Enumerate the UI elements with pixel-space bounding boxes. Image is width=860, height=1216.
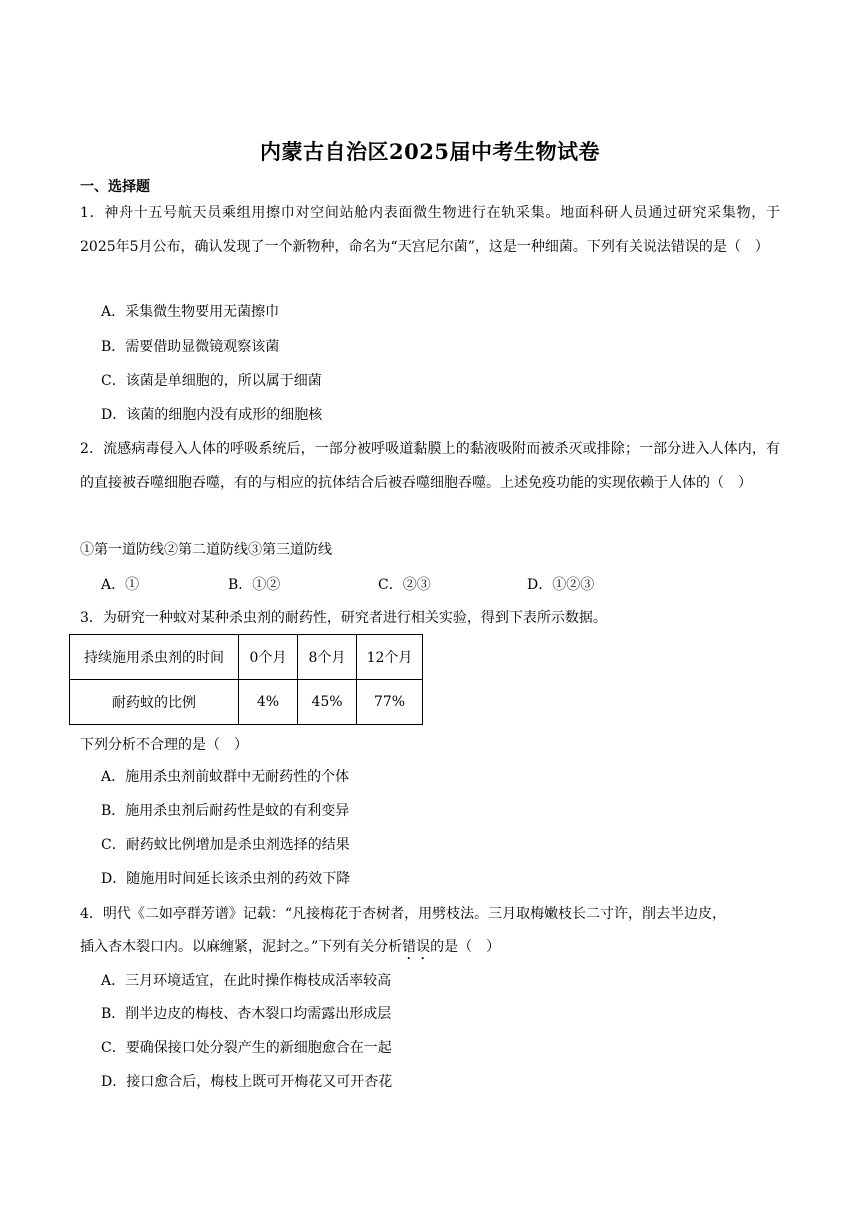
table-header-cell: 12个月 xyxy=(357,635,423,680)
question-3-stem: 3．为研究一种蚊对某种杀虫剂的耐药性，研究者进行相关实验，得到下表所示数据。 xyxy=(80,610,607,626)
table-cell: 4% xyxy=(239,680,298,725)
question-1-option-d: D．该菌的细胞内没有成形的细胞核 xyxy=(101,407,323,423)
resistance-table xyxy=(69,634,423,725)
question-4-option-b: B．削半边皮的梅枝、杏木裂口均需露出形成层 xyxy=(101,1006,392,1022)
question-2-statement: ①第一道防线②第二道防线③第三道防线 xyxy=(80,542,332,558)
section-heading: 一、选择题 xyxy=(80,179,150,195)
page-title: 内蒙古自治区2025届中考生物试卷 xyxy=(260,139,600,164)
question-4-option-c: C．要确保接口处分裂产生的新细胞愈合在一起 xyxy=(101,1040,392,1056)
question-4-option-d: D．接口愈合后，梅枝上既可开梅花又可开杏花 xyxy=(101,1074,393,1090)
table-cell: 77% xyxy=(357,680,423,725)
table-row xyxy=(70,635,423,680)
question-2-option-a: A．① xyxy=(101,577,140,593)
question-4-stem-tail: 的是（ ） xyxy=(430,939,501,955)
question-1-stem: 1．神舟十五号航天员乘组用擦巾对空间站舱内表面微生物进行在轨采集。地面科研人员通过研究采集物，于2025年5月公布，确认发现了一个新物种，命名为“天宫尼尔菌”，这是一种细菌。下列有关说法错误的是（ ） xyxy=(80,205,780,255)
table-cell: 45% xyxy=(298,680,357,725)
table-header-cell: 0个月 xyxy=(239,635,298,680)
question-3-prompt: 下列分析不合理的是（ ） xyxy=(80,737,248,753)
question-4-stem-line-2 xyxy=(80,937,500,963)
question-4-option-a: A．三月环境适宜，在此时操作梅枝成活率较高 xyxy=(101,973,392,989)
question-4-stem-line-1: 4．明代《二如亭群芳谱》记载：“凡接梅花于杏树者，用劈枝法。三月取梅嫩枝长二寸许，削去半边皮， xyxy=(80,906,727,922)
question-3-option-b: B．施用杀虫剂后耐药性是蚊的有利变异 xyxy=(101,803,350,819)
question-3-option-d: D．随施用时间延长该杀虫剂的药效下降 xyxy=(101,871,351,887)
table-header-cell: 持续施用杀虫剂的时间 xyxy=(70,635,239,680)
question-2-stem: 2．流感病毒侵入人体的呼吸系统后，一部分被呼吸道黏膜上的黏液吸附而被杀灭或排除；一部分进入人体内，有的直接被吞噬细胞吞噬，有的与相应的抗体结合后被吞噬细胞吞噬。上述免疫功能的实现依赖于人体的（ ） xyxy=(80,441,780,491)
question-1-option-a: A．采集微生物要用无菌擦巾 xyxy=(101,304,280,320)
question-2-option-b: B．①② xyxy=(228,577,281,593)
question-2-option-c: C．②③ xyxy=(378,577,431,593)
question-4-stem-text: 插入杏木裂口内。以麻缠紧，泥封之。”下列有关分析 xyxy=(80,939,403,955)
table-header-cell: 8个月 xyxy=(298,635,357,680)
table-cell: 耐药蚊的比例 xyxy=(70,680,239,725)
table-row xyxy=(70,680,423,725)
question-1-option-c: C．该菌是单细胞的，所以属于细菌 xyxy=(101,373,322,389)
question-4-emphasis: 错误 xyxy=(402,939,431,955)
question-2-options xyxy=(101,574,661,594)
question-1-option-b: B．需要借助显微镜观察该菌 xyxy=(101,339,280,355)
question-3-option-a: A．施用杀虫剂前蚊群中无耐药性的个体 xyxy=(101,769,350,785)
question-2-option-d: D．①②③ xyxy=(527,577,595,593)
question-3-option-c: C．耐药蚊比例增加是杀虫剂选择的结果 xyxy=(101,837,350,853)
